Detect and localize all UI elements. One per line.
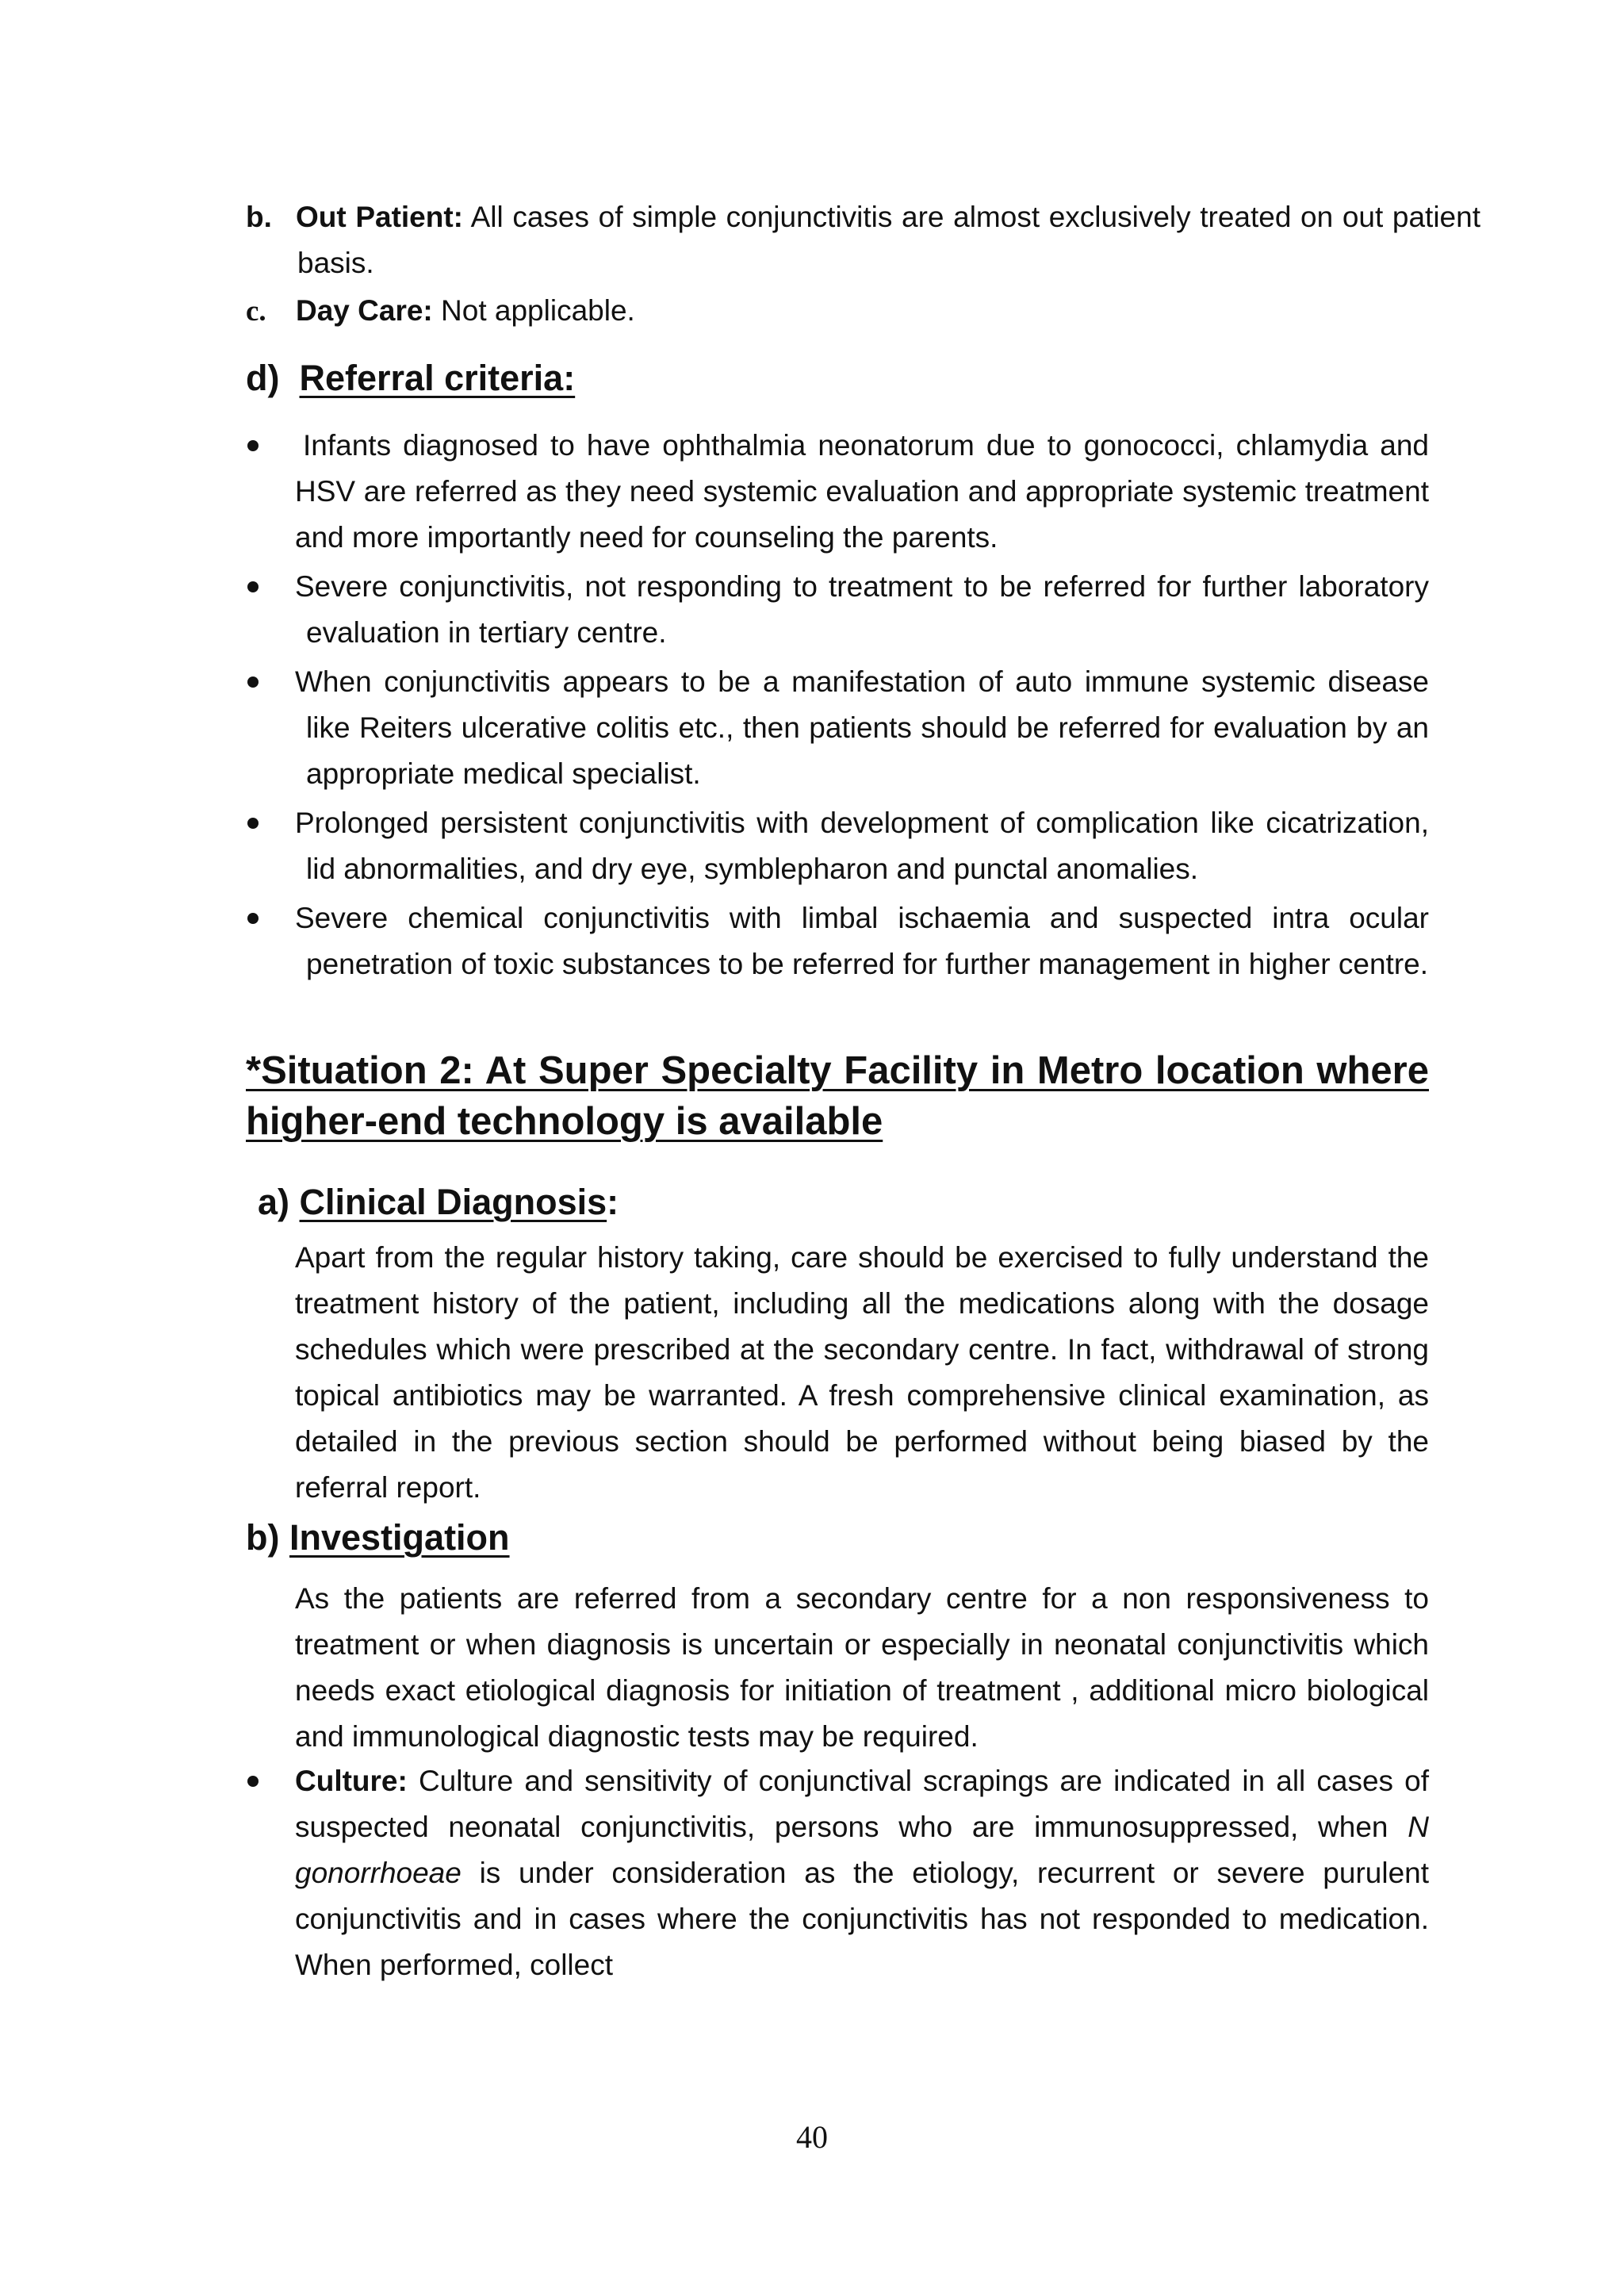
investigation-marker: b) [246,1517,280,1558]
referral-item: Prolonged persistent conjunctivitis with development of complication like cicatrization, lid abnormalities, and dry eye, symblepharon and punctal anomalies. [246,800,1429,892]
bullet-icon [247,913,259,924]
day-care-marker: c. [246,295,266,328]
out-patient-marker: b. [246,201,272,233]
bullet-icon [247,440,259,451]
referral-list [246,423,1429,991]
clinical-diagnosis-title: Clinical Diagnosis [299,1182,607,1222]
out-patient-item [246,194,1480,286]
referral-item: When conjunctivitis appears to be a manifestation of auto immune systemic disease like Reiters ulcerative colitis etc., then patients should be referred for evaluation by an appropriate medical specialist. [246,659,1429,797]
referral-item: Severe conjunctivitis, not responding to treatment to be referred for further laboratory evaluation in tertiary centre. [246,564,1429,656]
referral-item: Infants diagnosed to have ophthalmia neonatorum due to gonococci, chlamydia and HSV are referred as they need systemic evaluation and appropriate systemic treatment and more importantly need for counseling the parents. [246,423,1429,561]
culture-item: Culture: Culture and sensitivity of conjunctival scrapings are indicated in all cases of suspected neonatal conjunctivitis, persons who are immunosuppressed, when N gonorrhoeae is under consideration as the etiology, recurrent or severe purulent conjunctivitis and in cases where the conjunctivitis has not responded to medication. When performed, collect [246,1758,1429,1988]
page-number: 40 [796,2119,828,2155]
situation-heading: *Situation 2: At Super Specialty Facility in Metro location where higher-end technology is available [246,1049,1429,1143]
referral-title: Referral criteria: [299,358,576,398]
referral-item: Severe chemical conjunctivitis with limbal ischaemia and suspected intra ocular penetration of toxic substances to be referred for further management in higher centre. [246,895,1429,987]
day-care-text: Not applicable. [432,294,635,327]
day-care-item [246,288,1480,335]
bullet-icon [247,581,259,592]
bullet-icon [247,677,259,688]
out-patient-text: All cases of simple conjunctivitis are almost exclusively treated on out patient basis. [297,201,1480,279]
bullet-icon [247,1776,259,1787]
investigation-text: As the patients are referred from a secondary centre for a non responsiveness to treatment or when diagnosis is uncertain or especially in neonatal conjunctivitis which needs exact etiological diagnosis for initiation of treatment , additional micro biological and immunological diagnostic tests may be required. [295,1582,1429,1753]
clinical-diagnosis-text: Apart from the regular history taking, care should be exercised to fully understand the treatment history of the patient, including all the medications along with the dosage schedules which were prescribed at the secondary centre. In fact, withdrawal of strong topical antibiotics may be warranted. A fresh comprehensive clinical examination, as detailed in the previous section should be performed without being biased by the referral report. [295,1241,1429,1504]
referral-marker: d) [246,358,280,398]
investigation-list [246,1758,1429,1991]
organism-name: N gonorrhoeae [295,1811,1429,1889]
clinical-diagnosis-marker: a) [258,1182,290,1222]
clinical-diagnosis-heading: a) Clinical Diagnosis: [258,1182,619,1222]
investigation-heading [246,1512,1429,1563]
day-care-label: Day Care: [296,294,433,327]
out-patient-label: Out Patient: [296,201,464,233]
culture-label: Culture: [295,1765,408,1797]
referral-heading [246,353,1429,404]
bullet-icon [247,818,259,829]
investigation-title: Investigation [289,1517,510,1558]
